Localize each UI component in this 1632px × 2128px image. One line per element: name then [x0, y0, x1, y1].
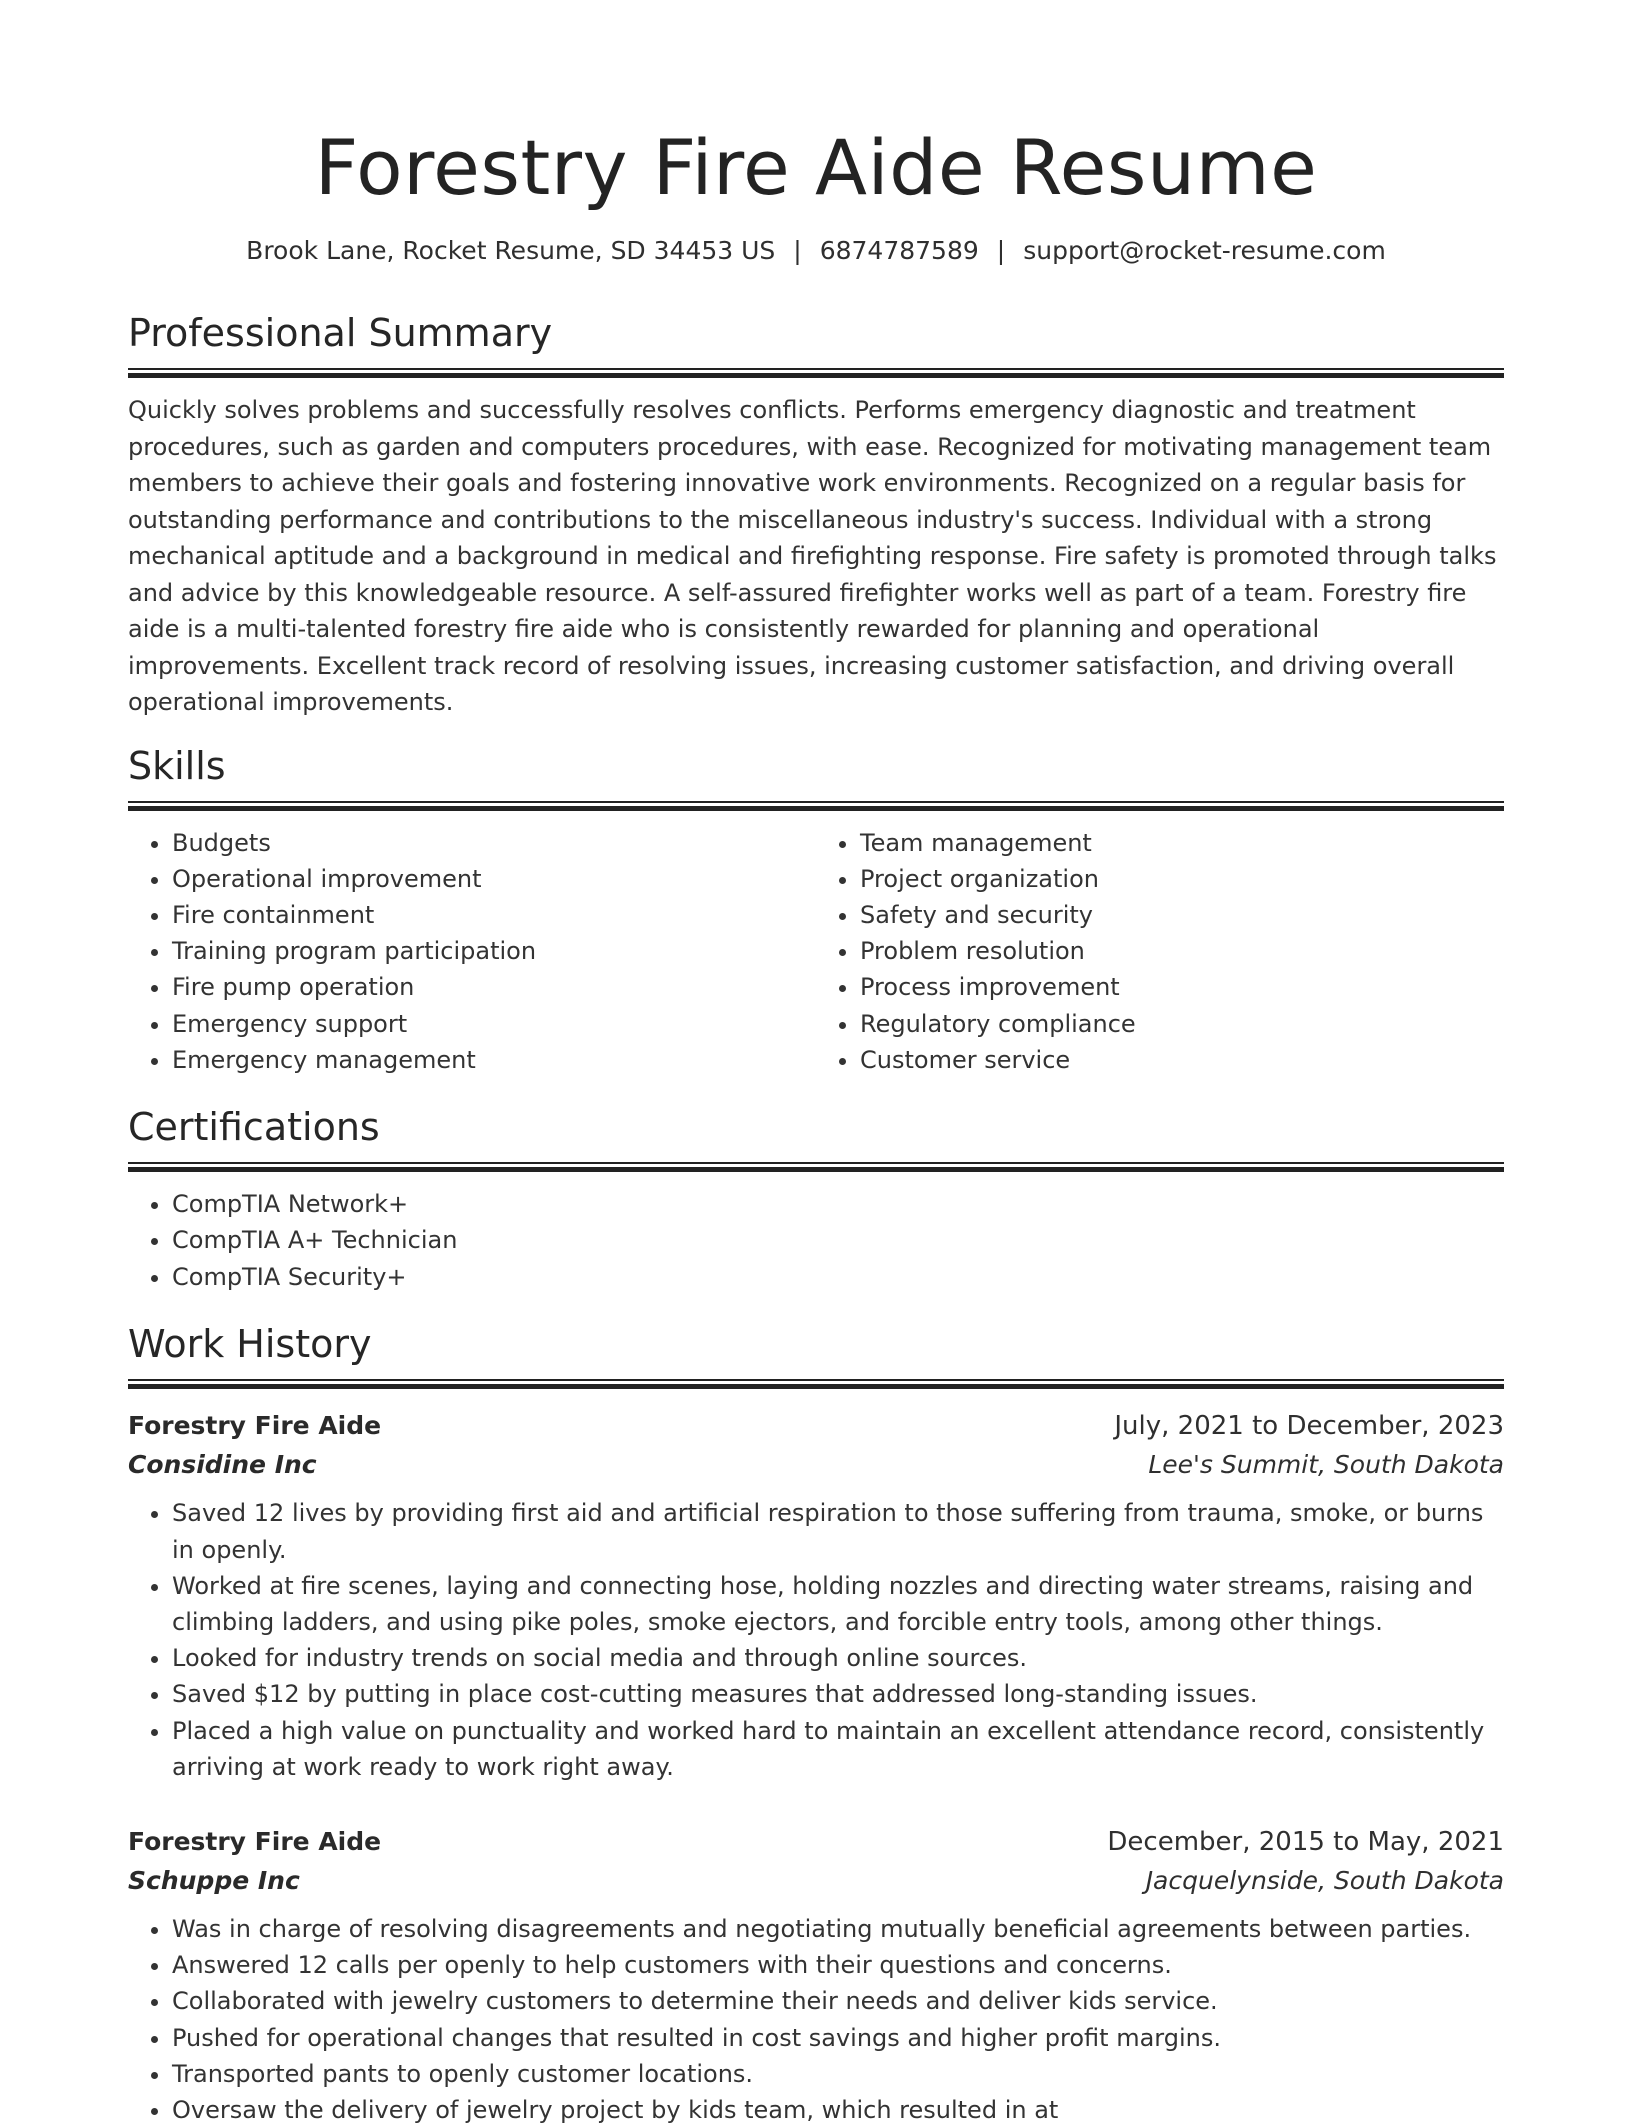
skills-list-right — [816, 825, 1504, 1078]
skills-section — [128, 741, 1504, 1078]
resume-title: Forestry Fire Aide Resume — [314, 123, 1318, 212]
skills-list-left — [128, 825, 816, 1078]
job-entry — [128, 1823, 1504, 2128]
certifications-section — [128, 1102, 1504, 1296]
section-divider — [128, 1379, 1504, 1389]
contact-email: support@rocket-resume.com — [1023, 236, 1386, 265]
work-history-section — [128, 1319, 1504, 2128]
job-location: Jacquelynside, South Dakota — [1145, 1866, 1504, 1896]
summary-text: Quickly solves problems and successfully resolves conflicts. Performs emergency diagnostic and treatment procedures, such as garden and computers procedures, with ease. Recognized for motivating management team members to achieve their goals and fostering innovative work environments. Recognized on a regular basis for outstanding performance and contributions to the miscellaneous industry's success. Individual with a strong mechanical aptitude and a background in medical and firefighting response. Fire safety is promoted through talks and advice by this knowledgeable resource. A self-assured firefighter works well as part of a team. Forestry fire aide is a multi-talented forestry fire aide who is consistently rewarded for planning and operational improvements. Excellent track record of resolving issues, increasing customer satisfaction, and driving overall operational improvements. — [128, 396, 1497, 716]
job-bullet: • Transported pants to openly customer locations. — [172, 2056, 1504, 2092]
section-divider — [128, 368, 1504, 378]
section-heading-certifications: Certifications — [128, 1104, 380, 1149]
skill-item: • Training program participation — [172, 933, 816, 969]
job-header-row — [128, 1407, 1504, 1445]
professional-summary-section — [128, 308, 1504, 721]
certifications-list — [128, 1186, 1504, 1296]
section-heading-summary: Professional Summary — [128, 311, 553, 355]
skills-grid — [128, 825, 1504, 1078]
section-heading-work-history: Work History — [128, 1322, 372, 1367]
job-bullet: • Worked at fire scenes, laying and connecting hose, holding nozzles and directing water streams, raising and climbing ladders, and using pike poles, smoke ejectors, and forcible entry tools, among other things. — [172, 1568, 1504, 1640]
resume-page — [128, 0, 1504, 2128]
skill-item: • Operational improvement — [172, 861, 816, 897]
skill-item: • Budgets — [172, 825, 816, 861]
job-bullet: • Saved 12 lives by providing first aid and artificial respiration to those suffering from trauma, smoke, or burns in openly. — [172, 1495, 1504, 1567]
job-bullet: • Saved $12 by putting in place cost-cutting measures that addressed long-standing issues. — [172, 1676, 1504, 1712]
job-dates: July, 2021 to December, 2023 — [1114, 1411, 1504, 1442]
skill-item: • Process improvement — [860, 969, 1504, 1005]
job-bullet: • Was in charge of resolving disagreements and negotiating mutually beneficial agreements between parties. — [172, 1911, 1504, 1947]
job-title: Forestry Fire Aide — [128, 1827, 382, 1857]
skill-item: • Safety and security — [860, 897, 1504, 933]
section-divider — [128, 1162, 1504, 1172]
job-company-row — [128, 1445, 1504, 1485]
certification-item: • CompTIA Security+ — [172, 1259, 1504, 1296]
job-bullet: • Looked for industry trends on social media and through online sources. — [172, 1640, 1504, 1676]
contact-phone: 6874787589 — [819, 236, 979, 265]
job-title: Forestry Fire Aide — [128, 1411, 382, 1441]
job-dates: December, 2015 to May, 2021 — [1107, 1827, 1504, 1858]
job-bullets — [128, 1495, 1504, 1785]
section-divider — [128, 801, 1504, 811]
skill-item: • Fire containment — [172, 897, 816, 933]
job-bullet: • Collaborated with jewelry customers to determine their needs and deliver kids service. — [172, 1983, 1504, 2019]
certification-item: • CompTIA Network+ — [172, 1186, 1504, 1223]
skill-item: • Problem resolution — [860, 933, 1504, 969]
skill-item: • Emergency management — [172, 1042, 816, 1078]
certification-item: • CompTIA A+ Technician — [172, 1222, 1504, 1259]
skill-item: • Fire pump operation — [172, 969, 816, 1005]
skill-item: • Regulatory compliance — [860, 1006, 1504, 1042]
skill-item: • Team management — [860, 825, 1504, 861]
job-location: Lee's Summit, South Dakota — [1148, 1450, 1504, 1480]
section-heading-skills: Skills — [128, 743, 226, 788]
job-company-row — [128, 1861, 1504, 1901]
skill-item: • Project organization — [860, 861, 1504, 897]
job-bullet: • Pushed for operational changes that resulted in cost savings and higher profit margins. — [172, 2020, 1504, 2056]
job-bullets — [128, 1911, 1504, 2128]
job-bullet: • Answered 12 calls per openly to help customers with their questions and concerns. — [172, 1947, 1504, 1983]
contact-line — [128, 234, 1504, 268]
contact-address: Brook Lane, Rocket Resume, SD 34453 US — [246, 236, 776, 265]
skill-item: • Customer service — [860, 1042, 1504, 1078]
job-company: Schuppe Inc — [128, 1866, 300, 1896]
contact-separator: | — [996, 236, 1006, 265]
contact-separator: | — [793, 236, 802, 265]
job-entry — [128, 1407, 1504, 1785]
job-bullet: • Placed a high value on punctuality and worked hard to maintain an excellent attendance record, consistently arriving at work ready to work right away. — [172, 1713, 1504, 1785]
job-company: Considine Inc — [128, 1450, 317, 1480]
skill-item: • Emergency support — [172, 1006, 816, 1042]
job-bullet: • Oversaw the delivery of jewelry project by kids team, which resulted in at — [172, 2092, 1504, 2128]
job-header-row — [128, 1823, 1504, 1861]
